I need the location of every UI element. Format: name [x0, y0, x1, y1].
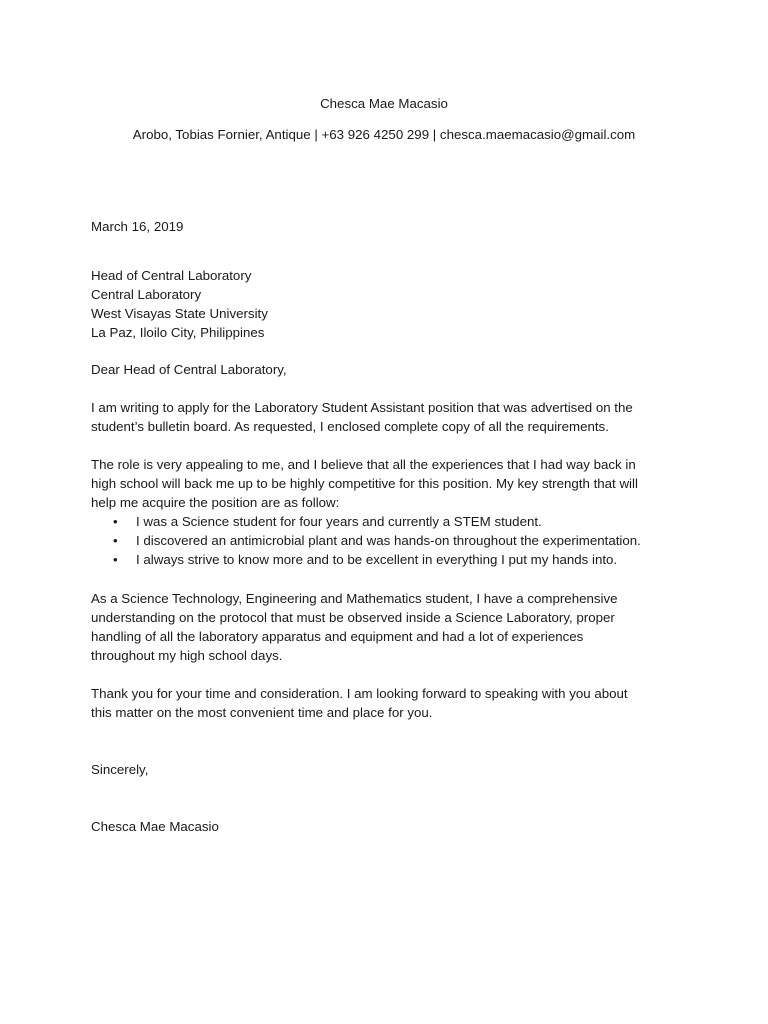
list-item-text: I always strive to know more and to be excellent in everything I put my hands into. — [136, 552, 618, 567]
paragraph-line: understanding on the protocol that must be observed inside a Science Laboratory, proper — [91, 610, 615, 625]
paragraph-line: As a Science Technology, Engineering and Mathematics student, I have a comprehensive — [91, 591, 618, 606]
bullet-icon: • — [113, 552, 118, 567]
letter-date: March 16, 2019 — [91, 219, 184, 234]
recipient-line: West Visayas State University — [91, 306, 268, 321]
paragraph-line: Thank you for your time and consideration. I am looking forward to speaking with you about — [91, 686, 628, 701]
recipient-line: Central Laboratory — [91, 287, 202, 302]
sender-contact: Arobo, Tobias Fornier, Antique | +63 926 4250 299 | chesca.maemacasio@gmail.com — [132, 127, 636, 142]
paragraph-line: high school will back me up to be highly competitive for this position. My key strength that will — [91, 476, 638, 491]
salutation: Dear Head of Central Laboratory, — [91, 362, 287, 377]
paragraph-line: student’s bulletin board. As requested, I enclosed complete copy of all the requirements. — [91, 419, 609, 434]
sender-name: Chesca Mae Macasio — [320, 96, 448, 111]
paragraph-line: help me acquire the position are as follow: — [91, 495, 340, 510]
list-item-text: I discovered an antimicrobial plant and was hands-on throughout the experimentation. — [136, 533, 641, 548]
recipient-line: Head of Central Laboratory — [91, 268, 252, 283]
signature-name: Chesca Mae Macasio — [91, 819, 219, 834]
recipient-line: La Paz, Iloilo City, Philippines — [91, 325, 265, 340]
paragraph-line: I am writing to apply for the Laboratory Student Assistant position that was advertised on the — [91, 400, 633, 415]
paragraph-line: this matter on the most convenient time and place for you. — [91, 705, 433, 720]
bullet-icon: • — [113, 533, 118, 548]
paragraph-line: The role is very appealing to me, and I believe that all the experiences that I had way back in — [91, 457, 636, 472]
list-item-text: I was a Science student for four years and currently a STEM student. — [136, 514, 542, 529]
paragraph-line: handling of all the laboratory apparatus and equipment and had a lot of experiences — [91, 629, 584, 644]
bullet-icon: • — [113, 514, 118, 529]
closing: Sincerely, — [91, 762, 149, 777]
paragraph-line: throughout my high school days. — [91, 648, 283, 663]
